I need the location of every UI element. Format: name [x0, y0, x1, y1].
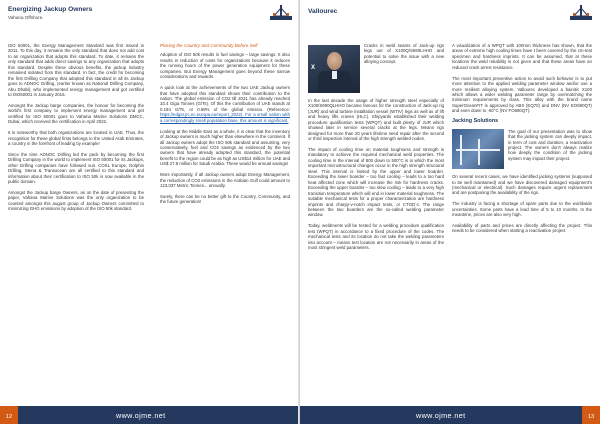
jacking-block	[452, 129, 592, 169]
image-detail	[478, 139, 480, 165]
speaker-collar	[332, 71, 337, 79]
paragraph: A visualization of a WPQT with 100mm thickness has shown, that the areas of extreme high cooling times have t been covered by the cm-test specimen and hardness imprints. It can be assumed, that at these locations the weld reliability is not given and that these areas have an reduced crack arrest resistance.	[452, 43, 592, 70]
paragraph: Surely, there can be no better gift to the Country, Community, and the future generation!	[160, 193, 290, 205]
jacking-system-image	[452, 129, 504, 169]
image-detail	[456, 149, 500, 151]
paragraph: The most important preventive action to avoid such behavior is to put more attention to the applied welding parameter window and/or use a more resilient alloying system. Vallourec developed a bainitic X100 which allows a wider welding parameter range by overmatching the minimum requirements by class. This alloy with the brand name SuperOceanFIT is approved by ABS (EQ70) and DNV (NV EO690QT) and even down to -60°C (NV FO690QT).	[452, 75, 592, 114]
page-number: 12	[5, 413, 13, 420]
speaker-head	[327, 52, 342, 70]
paragraph: Adoption of ISO 50k results in fuel savings – large savings. It also results in reduction of costs for organizations because it reduces the running hours of the power generation equipment for these companies. But Energy Management goes beyond these narrow considerations and rewards.	[160, 52, 290, 80]
paragraph: More importantly, if all Jackup owners adopt Energy Management, the reduction of CO2 emissions in the Arabian Gulf could amount to 123,037 Metric Tonnes... annually.	[160, 172, 290, 189]
right-footer	[300, 406, 600, 424]
right-page	[300, 0, 600, 424]
paragraph: ISO 50001, the Energy Management Standard was first issued in 2011. To this day, it remains the only standard that does not add cost to an organization that adopts this standard. To date, it remains the only standard that adds direct savings to any organization that adopts this standard. Despite these obvious benefits, the jackup industry remained isolated from this standard. In fact, the credit for becoming the first Drilling Company that adopted this standard in all its Jackup goes to ADNOC Drilling, (earlier known as National Drilling Company, Abu Dhabi), who implemented energy management and got certified to ISO50001 in January 2016.	[8, 43, 144, 98]
paragraph: Today, weldments will be tested for a welding procedure qualification test (WPQT) in accordance to a fixed procedure of the codes. The mechanical tests and its location do not take the welding parameters into account – means test location are not necessarily in areas of the most stringent weld parameters.	[308, 223, 444, 251]
paragraph-text: A quick look at the achievements of the two UAE Jackup owners that have adopted this standard shows their contribution to the nation. The global emission of CO2 till 2021 has already reached 33.4 Giga Tonnes (G/Ts). Of this the contribution of UAE stands at 0.194 G/Ts, or 0.58% of the global emissio. (Reference:	[160, 85, 290, 112]
paragraph: Looking at the Middle East as a whole, it is clear that the inventory of Jackup owners is much higher than elsewhere in the continent. If all Jackup owners adopt the ISO 50k standard and assuming, very conservatively, fuel and CO2 savings as evidenced by the two owners that have already adopted this standard, the potential benefit to the region could be as high as US$14 million for UAE and US$ 27.8 million for Saudi Arabia. These would be annual savings!	[160, 128, 290, 167]
page-number-tab	[582, 406, 600, 424]
right-column-1	[308, 98, 444, 251]
left-column-1	[8, 43, 144, 212]
paragraph: It is noteworthy that both organizations are located in UAE. Thus, the recognition for these global firsts belongs to the United Arab Emirates, a country in the forefront of leading by example!	[8, 130, 144, 147]
right-column-2	[452, 43, 592, 234]
paragraph: On several recent cases, we have identified jacking systems (supposed to be well maintained) and we have discovered damaged equipment's (mechanical or electrical). Such damages require urgent replacement and are postponing the availability of the rigs.	[452, 174, 592, 196]
page-number-tab	[0, 406, 18, 424]
right-column-1-top	[364, 43, 444, 65]
paragraph: The goal of our presentation was to show that the jacking system can deeply impact, in term of cost and duration, a reactivation project. The owners don't always realize how deeply the condition of the jacking system may impact their project.	[508, 128, 592, 161]
left-page-header	[0, 0, 300, 24]
reference-link[interactable]: https://edgar.jrc.ec.europa.eu/report_2022). For a small nation with a correspondingly small population base, this amount is significant.	[160, 112, 290, 123]
journal-logo-icon	[570, 4, 592, 20]
paragraph: Since the time ADNOC Drilling led the pack by becoming the first Drilling Company in the world to implement ISO 50001 for its Jackups, other Drilling companies have followed suit. COSL Europe, Dolphin Drilling, Stena & Transocean are all certified to this standard and information about their certification to ISO 50k is now available in the public domain.	[8, 151, 144, 185]
paragraph: Amongst the Jackup barge companies, the honour for becoming the world's first company to implement energy management and get certified for ISO 50001 goes to Vahana Marine Solutions DMCC, Dubai, which received the certification in April 2022.	[8, 102, 144, 125]
left-header-subtitle: Vahana Offshore.	[8, 15, 44, 20]
left-footer	[0, 406, 300, 424]
paragraph: The industry is facing a shortage of spare parts due to the worldwide uncertainties. Some parts have a lead time of 5 to 10 months. In the meantime, prices are also very high.	[452, 201, 592, 218]
footer-url[interactable]: www.ojme.net	[416, 411, 466, 420]
paragraph	[160, 85, 290, 123]
speaker-photo	[308, 45, 360, 93]
section-heading: Placing the Country and Community Before Self	[160, 43, 258, 48]
paragraph: In the last decade the usage of higher strength steel especially of X100/S690QLHHO became famous for the construction of Jack-up rig (JUR) and wind turbine installation vessel (WTIV) legs as well as of lift and heavy lifts cranes (HLC). Shipyards established their welding procedure qualification tests (WPQT) and built plenty of JUR which showed later in service several cracks at the legs. Means rigs designed for more than 20 years lifetime need repair after the second or third inspection interval of the high strength welded nodes.	[308, 98, 444, 142]
paragraph: Availability of parts and prices are directly affecting the project. This needs to be considered when starting a reactivation project	[452, 223, 592, 234]
paragraph	[364, 43, 444, 65]
left-column-2	[160, 43, 290, 205]
page-number: 13	[587, 413, 595, 420]
right-page-header	[300, 0, 600, 24]
right-header-title: Vallourec	[308, 8, 338, 15]
footer-url[interactable]: www.ojme.net	[116, 411, 166, 420]
journal-logo-icon	[270, 4, 292, 20]
section-heading: Jacking Solutions	[452, 118, 499, 125]
photo-caption: X	[311, 65, 316, 71]
paragraph-text: Cracks in weld seams of Jack-up rigs legs out of X100Q/S690LHHO and potential to solve the issue with a new alloying concept.	[364, 43, 444, 65]
paragraph: Amongst the Jackup barge Owners, as on the date of presenting the paper, Vahana Marine Solutions was the only organization to be counted amongst this august group of Jackup Owners committed to minimizing GHG emissions by adoption of the ISO 50k standard.	[8, 189, 144, 212]
paragraph: The impact of cooling time on material toughness and strength is mandatory to achieve the required mechanical weld properties. The cooling time in the interval of 800 down to 500°C is in which the most important microstructural changes occur in the high strength structural steel. This interval is limited by the upper and lower boarder. Exceeding the lower boarder – too fast cooling – leads to a too hard heat affected zone which will increase the risk for hardness cracks. Exceeding the upper boarder – too slow cooling – leads to a very high transition temperature which will end in lower material toughness. The suitable mechanical tests for a proper characterization are hardness imprints and charpy-v-notch impact tests, or CTOD´s. The range between the two boarders are the so-called welding parameter window.	[308, 147, 444, 218]
left-header-title: Energizing Jackup Owners	[8, 6, 93, 13]
